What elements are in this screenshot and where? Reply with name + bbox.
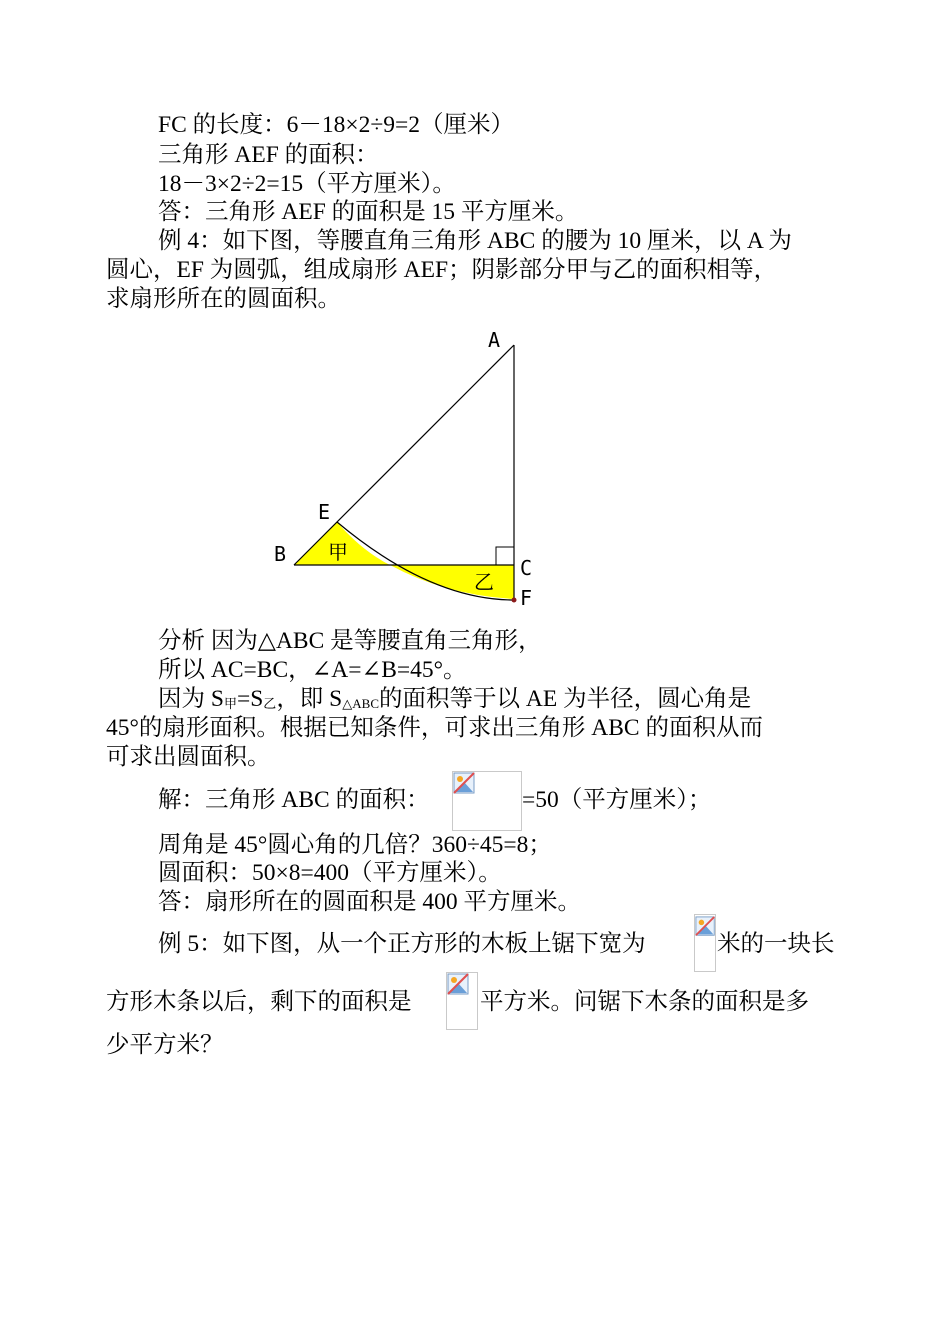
subscript-jia: 甲 <box>223 696 237 711</box>
width-image-placeholder <box>694 914 716 972</box>
subscript-triangle-abc: △ABC <box>342 696 379 711</box>
shaded-region-yi <box>390 565 514 599</box>
line-example4-intro: 例 4：如下图，等腰直角三角形 ABC 的腰为 10 厘米，以 A 为 <box>158 228 792 254</box>
line-solution-result: =50（平方厘米）； <box>522 787 712 813</box>
subscript-yi: 乙 <box>263 696 277 711</box>
label-f: F <box>520 586 533 610</box>
label-yi: 乙 <box>474 570 494 594</box>
area-image-placeholder <box>446 972 478 1030</box>
side-ab <box>294 345 514 565</box>
line-example4-question: 求扇形所在的圆面积。 <box>106 286 341 312</box>
line-circle-area-calc: 圆面积：50×8=400（平方厘米）。 <box>158 860 502 886</box>
triangle-sector-figure <box>270 325 570 615</box>
label-a: A <box>488 328 501 352</box>
line-example5-remaining: 方形木条以后，剩下的面积是 <box>106 989 412 1015</box>
line-example4-cont: 圆心，EF 为圆弧，组成扇形 AEF；阴影部分甲与乙的面积相等， <box>106 257 778 283</box>
label-b: B <box>274 542 287 566</box>
line-sector-area: 45°的扇形面积。根据已知条件，可求出三角形 ABC 的面积从而 <box>106 715 763 741</box>
line-example5-question: 平方米。问锯下木条的面积是多 <box>480 989 809 1015</box>
label-e: E <box>318 500 331 524</box>
text-equals-s: =S <box>236 686 264 712</box>
line-aef-area-heading: 三角形 AEF 的面积： <box>158 142 379 168</box>
line-answer-circle: 答：扇形所在的圆面积是 400 平方厘米。 <box>158 889 581 915</box>
line-angles: 所以 AC=BC，∠A=∠B=45°。 <box>158 657 467 683</box>
line-analysis: 分析 因为△ABC 是等腰直角三角形， <box>158 628 542 654</box>
broken-image-icon <box>447 973 471 997</box>
line-aef-area-calc: 18－3×2÷2=15（平方厘米）。 <box>158 171 456 197</box>
broken-image-icon <box>695 915 717 939</box>
label-jia: 甲 <box>328 540 348 564</box>
line-answer-aef: 答：三角形 AEF 的面积是 15 平方厘米。 <box>158 199 579 225</box>
line-circle-area: 可求出圆面积。 <box>106 744 271 770</box>
line-example5-end: 少平方米？ <box>106 1032 224 1058</box>
line-fc-length: FC 的长度：6－18×2÷9=2（厘米） <box>158 112 515 138</box>
right-angle-marker <box>496 547 514 565</box>
broken-image-icon <box>453 772 477 796</box>
text-area-equals: 的面积等于以 AE 为半径，圆心角是 <box>379 686 752 712</box>
line-full-angle: 周角是 45°圆心角的几倍？360÷45=8； <box>158 832 552 858</box>
line-example5-intro: 例 5：如下图，从一个正方形的木板上锯下宽为 <box>158 931 646 957</box>
text-ie-s: ，即 S <box>276 686 343 712</box>
line-solution: 解：三角形 ABC 的面积： <box>158 787 430 813</box>
text-because-s: 因为 S <box>158 686 224 712</box>
line-example5-cont: 米的一块长 <box>717 931 835 957</box>
point-f <box>512 598 517 603</box>
formula-image-placeholder <box>452 771 522 831</box>
label-c: C <box>520 556 533 580</box>
